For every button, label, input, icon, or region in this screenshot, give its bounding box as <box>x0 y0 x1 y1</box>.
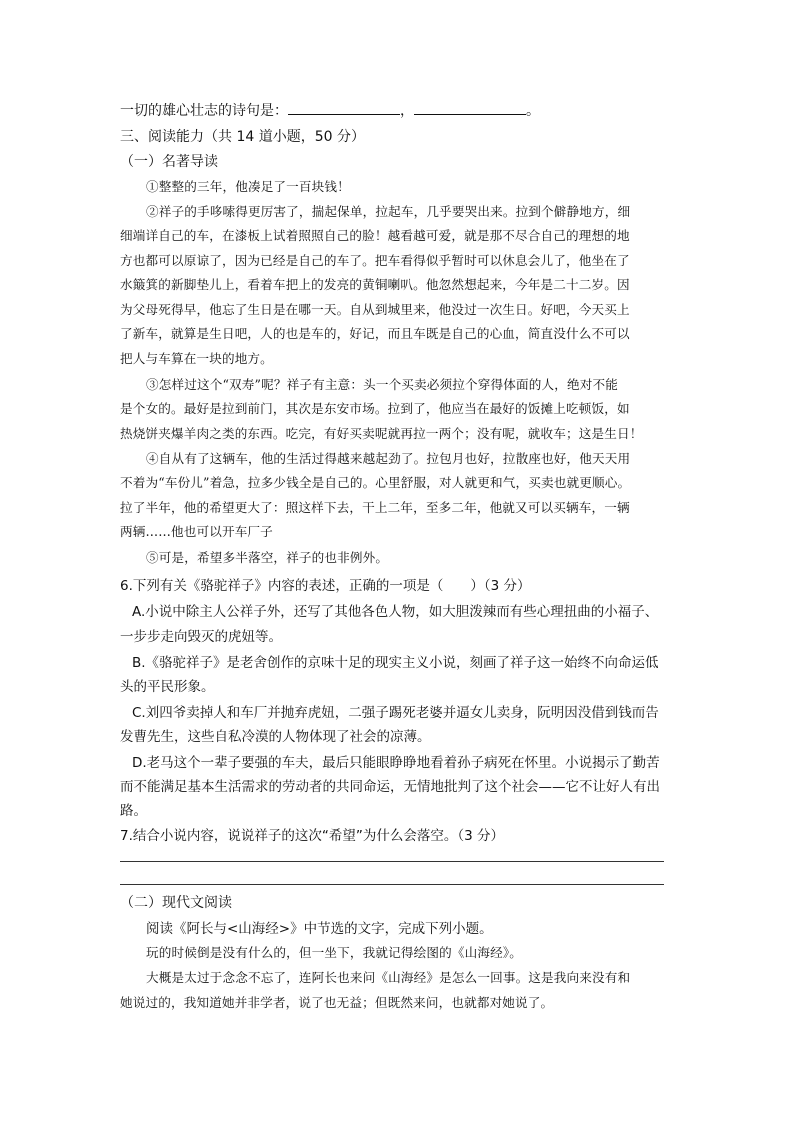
excerpt-line: 她说过的，我知道她并非学者，说了也无益；但既然来问，也就都对她说了。 <box>120 995 554 1010</box>
part-two-heading: （二）现代文阅读 <box>120 895 232 911</box>
novel-line: 两辆……他也可以开车厂子 <box>120 524 273 539</box>
novel-line: 是个女的。最好是拉到前门，其次是东安市场。拉到了，他应当在最好的饭摊上吃顿饭，如 <box>120 401 630 416</box>
fill-in-question <box>120 100 680 120</box>
novel-line: 水簸箕的新脚垫儿上，看着车把上的发亮的黄铜喇叭。他忽然想起来，今年是二十二岁。因 <box>120 277 630 292</box>
novel-line: 为父母死得早，他忘了生日是在哪一天。自从到城里来，他没过一次生日。好吧，今天买上 <box>120 302 630 317</box>
fill-in-separator: ， <box>400 103 414 119</box>
question-6-option-d-cont: 而不能满足基本生活需求的劳动者的共同命运，无情地批判了这个社会——它不让好人有出 <box>120 779 660 795</box>
novel-line: ②祥子的手哆嗦得更厉害了，揣起保单，拉起车，几乎要哭出来。拉到个僻静地方，细 <box>146 204 631 219</box>
novel-line: ③怎样过这个“双寿”呢？祥子有主意：头一个买卖必须拉个穿得体面的人，绝对不能 <box>146 377 618 392</box>
question-6-option-a[interactable]: A.小说中除主人公祥子外，还写了其他各色人物，如大胆泼辣而有些心理扭曲的小福子、 <box>132 604 659 620</box>
novel-line: 拉了半年，他的希望更大了：照这样下去，干上二年，至多二年，他就又可以买辆车，一辆 <box>120 500 630 515</box>
question-6-option-b-cont: 头的平民形象。 <box>120 679 215 695</box>
novel-line: 热烧饼夹爆羊肉之类的东西。吃完，有好买卖呢就再拉一两个；没有呢，就收车；这是生日！ <box>120 426 643 441</box>
answer-line-2[interactable] <box>120 884 664 885</box>
question-6-option-b[interactable]: B.《骆驼祥子》是老舍创作的京味十足的现实主义小说，刻画了祥子这一始终不向命运低 <box>132 655 659 671</box>
question-6-option-d[interactable]: D.老马这个一辈子要强的车夫，最后只能眼睁睁地看着孙子病死在怀里。小说揭示了勤苦 <box>132 755 660 771</box>
fill-in-end: 。 <box>526 103 540 119</box>
part-two-instruction: 阅读《阿长与<山海经>》中节选的文字，完成下列小题。 <box>146 921 493 937</box>
novel-line: 方也都可以原谅了，因为已经是自己的车了。把车看得似乎暂时可以休息会儿了，他坐在了 <box>120 253 630 268</box>
novel-line: 不着为“车份儿”着急，拉多少钱全是自己的。心里舒服，对人就更和气，买卖也就更顺心。 <box>120 475 631 490</box>
answer-blank-2[interactable] <box>414 100 526 115</box>
novel-line: 把人与车算在一块的地方。 <box>120 351 273 366</box>
excerpt-line: 大概是太过于念念不忘了，连阿长也来问《山海经》是怎么一回事。这是我向来没有和 <box>146 970 631 985</box>
excerpt-line: 玩的时候倒是没有什么的，但一坐下，我就记得绘图的《山海经》。 <box>146 945 523 960</box>
novel-line: 细端详自己的车，在漆板上试着照照自己的脸！越看越可爱，就是那不尽合自己的理想的地 <box>120 228 630 243</box>
answer-blank-1[interactable] <box>288 100 400 115</box>
part-one-heading: （一）名著导读 <box>120 154 218 170</box>
question-6-option-d-cont: 路。 <box>120 803 147 819</box>
question-6-option-c[interactable]: C.刘四爷卖掉人和车厂并抛弃虎妞，二强子踢死老婆并逼女儿卖身，阮明因没借到钱而告 <box>132 705 659 721</box>
question-6-option-a-cont: 一步步走向毁灭的虎妞等。 <box>120 629 282 645</box>
novel-line: ④自从有了这辆车，他的生活过得越来越起劲了。拉包月也好，拉散座也好，他天天用 <box>146 451 631 466</box>
question-7-stem: 7.结合小说内容，说说祥子的这次“希望”为什么会落空。（3 分） <box>120 828 504 844</box>
answer-line-1[interactable] <box>120 861 664 862</box>
fill-in-prefix: 一切的雄心壮志的诗句是： <box>120 103 288 119</box>
novel-line: 了新车，就算是生日吧，人的也是车的，好记，而且车既是自己的心血，简直没什么不可以 <box>120 326 630 341</box>
section-heading: 三、阅读能力（共 14 道小题，50 分） <box>120 129 365 145</box>
question-6-stem: 6.下列有关《骆驼祥子》内容的表述，正确的一项是（ ）（3 分） <box>120 578 531 594</box>
novel-paragraph-1: ①整整的三年，他凑足了一百块钱！ <box>146 179 350 194</box>
novel-line: ⑤可是，希望多半落空，祥子的也非例外。 <box>146 550 389 565</box>
question-6-option-c-cont: 发曹先生，这些自私冷漠的人物体现了社会的凉薄。 <box>120 729 431 745</box>
